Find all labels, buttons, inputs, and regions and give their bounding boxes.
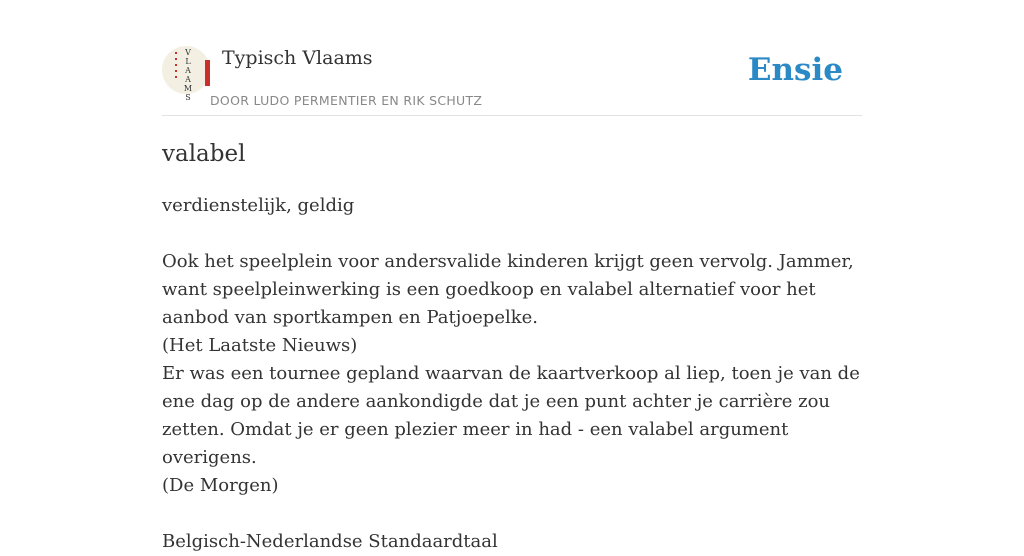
site-logo[interactable] — [162, 46, 210, 102]
example-source: (De Morgen) — [162, 475, 279, 496]
example-text: Er was een tournee gepland waarvan de kaartverkoop al liep, toen je van de ene dag op de andere aankondigde dat je een punt achter je carrière zou zetten. Omdat je er geen plezier meer in had - een valabel argument overigens. — [162, 363, 860, 468]
examples-list — [162, 248, 862, 500]
example-item — [162, 360, 862, 500]
brand-logo-link[interactable]: Ensie — [747, 52, 843, 88]
site-header — [162, 46, 862, 116]
example-item — [162, 248, 862, 360]
logo-accent-stripe — [205, 60, 210, 86]
byline: DOOR LUDO PERMENTIER EN RIK SCHUTZ — [210, 93, 483, 108]
site-title[interactable]: Typisch Vlaams — [222, 47, 373, 69]
example-text: Ook het speelplein voor andersvalide kinderen krijgt geen vervolg. Jammer, want speelpleinwerking is een goedkoop en valabel alternatief voor het aanbod van sportkampen en Patjoepelke. — [162, 251, 854, 328]
entry-content — [162, 139, 862, 556]
entry-definition: verdienstelijk, geldig — [162, 195, 355, 216]
logo-letters: V L A A M S — [183, 48, 193, 102]
entry-language: Belgisch-Nederlandse Standaardtaal — [162, 531, 498, 552]
example-source: (Het Laatste Nieuws) — [162, 335, 358, 356]
logo-accent-dashes — [175, 52, 177, 82]
entry-word: valabel — [162, 141, 246, 167]
